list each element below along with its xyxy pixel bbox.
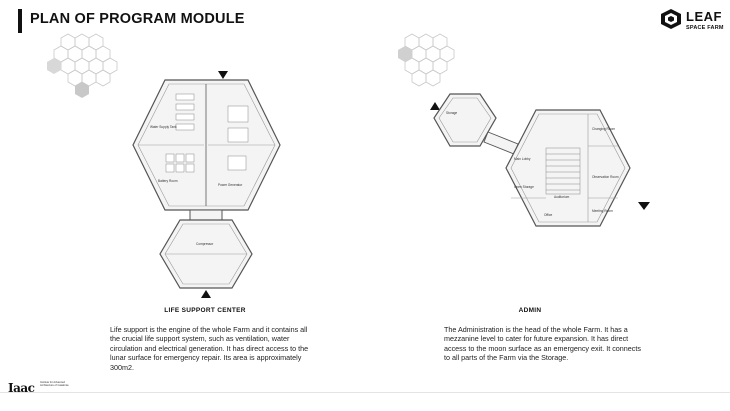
room-label-observation: Observation Room [592,175,619,179]
iaac-logo: Iaac [8,381,35,395]
room-label-meeting: Meeting Room [592,209,613,213]
title-accent-bar [18,9,22,33]
right-module-description: The Administration is the head of the whole Farm. It has a mezzanine level to cater for future expansion. It has direct access to the moon surface as an emergency exit. It connects to all parts of the Farm via the Storage. [444,325,641,363]
room-label-open-storage: Open Storage [514,185,534,189]
left-module-description: Life support is the engine of the whole Farm and it contains all the crucial life support system, such as ventilation, water circulation and electrical generation. It has direct access to the lunar surface for emergency repair. Its area is approximately 300m2. [110,325,309,372]
logo-subtitle: SPACE FARM [686,25,724,31]
room-label-auditorium: Auditorium [554,195,570,199]
left-module-caption: LIFE SUPPORT CENTER [164,307,246,314]
room-label-office: Office [544,213,553,217]
admin-floor-plan [428,88,658,258]
footer-divider [0,392,730,393]
room-label-changing-room: Changing Room [592,127,616,131]
entrance-arrow-left [430,102,440,110]
entrance-arrow-right [638,202,650,210]
life-support-floor-plan [118,68,288,300]
leaf-logo-icon [660,9,682,29]
room-label-main-lobby: Main Lobby [514,157,531,161]
iaac-institute-text: Institute for Advanced Architecture of Catalonia [40,381,69,387]
right-module-caption: ADMIN [518,307,542,314]
entrance-arrow-bottom [201,290,211,298]
logo-name: LEAF [686,9,722,24]
room-label-battery: Battery Room [158,179,178,183]
room-label-storage: Storage [446,111,458,115]
room-label-water-tank: Water Supply Tank [150,125,177,129]
leaf-space-farm-logo [658,7,728,35]
page-title: PLAN OF PROGRAM MODULE [30,11,245,27]
room-label-generator: Power Generator [218,183,243,187]
hexagon-pattern-left [44,30,124,110]
entrance-arrow-top [218,71,228,79]
room-label-compressor: Compressor [196,242,214,246]
